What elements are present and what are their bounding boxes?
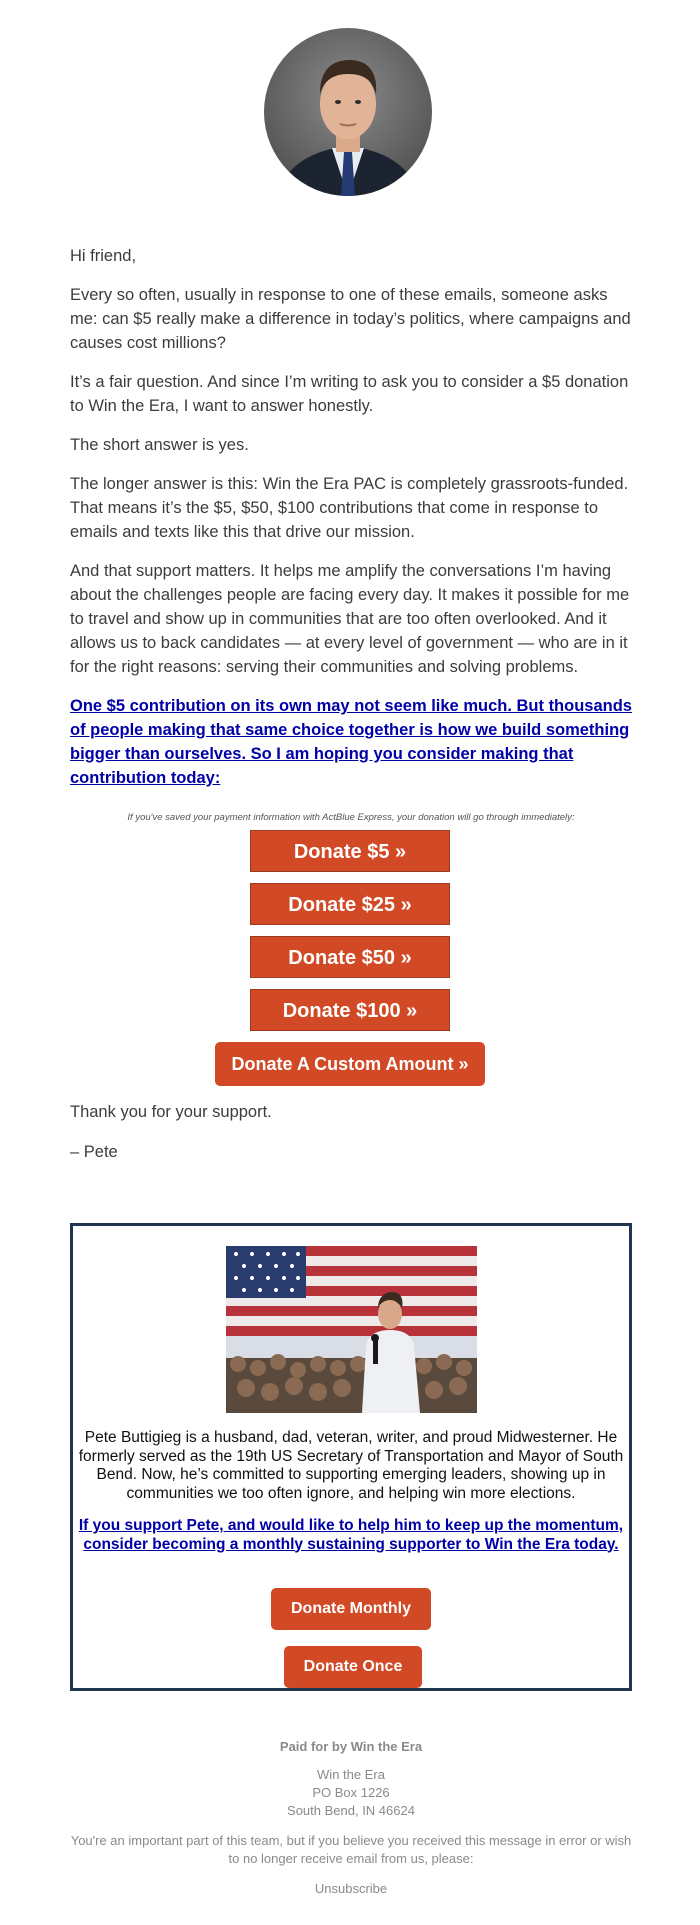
donate-custom-amount-button[interactable]: Donate A Custom Amount » (215, 1042, 485, 1086)
donate-25-button[interactable]: Donate $25 » (250, 883, 450, 925)
unsubscribe-note: You're an important part of this team, but if you believe you received this message in error or wish to no longer receive email from us, please: (70, 1833, 632, 1866)
paid-for-disclaimer: Paid for by Win the Era (279, 1739, 423, 1754)
paragraph: The longer answer is this: Win the Era PAC is completely grassroots-funded. That means it’s the $5, $50, $100 contributions that come in response to emails and texts like this that drive our mission. (70, 475, 629, 541)
thanks-text: Thank you for your support. (70, 1103, 272, 1121)
bio-text: Pete Buttigieg is a husband, dad, veteran, writer, and proud Midwesterner. He formerly served as the 19th US Secretary of Transportation and Mayor of South Bend. Now, he’s committed to supporting emerging leaders, showing up in communities we too often ignore, and helping win more elections. (78, 1429, 624, 1502)
monthly-support-link[interactable]: If you support Pete, and would like to help him to keep up the momentum, consider becoming a monthly sustaining supporter to Win the Era today. (78, 1517, 624, 1553)
pete-portrait-image (264, 28, 432, 196)
signoff (70, 1100, 632, 1180)
unsubscribe-link[interactable]: Unsubscribe (314, 1881, 388, 1896)
footer (70, 1738, 632, 1898)
donate-monthly-button[interactable]: Donate Monthly (271, 1588, 431, 1630)
address-line: South Bend, IN 46624 (287, 1803, 415, 1818)
donate-once-button[interactable]: Donate Once (284, 1646, 422, 1688)
address-line: Win the Era (317, 1767, 385, 1782)
donation-appeal-link[interactable]: One $5 contribution on its own may not seem like much. But thousands of people making that same choice together is how we build something bigger than ourselves. So I am hoping you consider making that contribution today: (70, 697, 632, 787)
paragraph: The short answer is yes. (70, 436, 249, 454)
donate-100-button[interactable]: Donate $100 » (250, 989, 450, 1031)
greeting: Hi friend, (70, 247, 137, 265)
actblue-express-note: If you've saved your payment information with ActBlue Express, your donation will go through immediately: (127, 812, 575, 823)
rally-image (226, 1246, 477, 1413)
address-line: PO Box 1226 (312, 1785, 390, 1800)
paragraph: It’s a fair question. And since I’m writing to ask you to consider a $5 donation to Win the Era, I want to answer honestly. (70, 373, 629, 415)
donate-5-button[interactable]: Donate $5 » (250, 830, 450, 872)
donate-50-button[interactable]: Donate $50 » (250, 936, 450, 978)
signature: – Pete (70, 1143, 118, 1161)
avatar (264, 28, 432, 196)
paragraph: And that support matters. It helps me amplify the conversations I’m having about the challenges people are facing every day. It makes it possible for me to travel and show up in communities that are too often overlooked. And it allows us to back candidates — at every level of government — who are in it for the right reasons: serving their communities and solving problems. (70, 562, 630, 676)
email-body (70, 244, 632, 808)
mailing-address (70, 1766, 632, 1820)
paragraph: Every so often, usually in response to one of these emails, someone asks me: can $5 really make a difference in today’s politics, where campaigns and causes cost millions? (70, 286, 631, 352)
bio-box (70, 1223, 632, 1691)
rally-photo (226, 1246, 477, 1413)
